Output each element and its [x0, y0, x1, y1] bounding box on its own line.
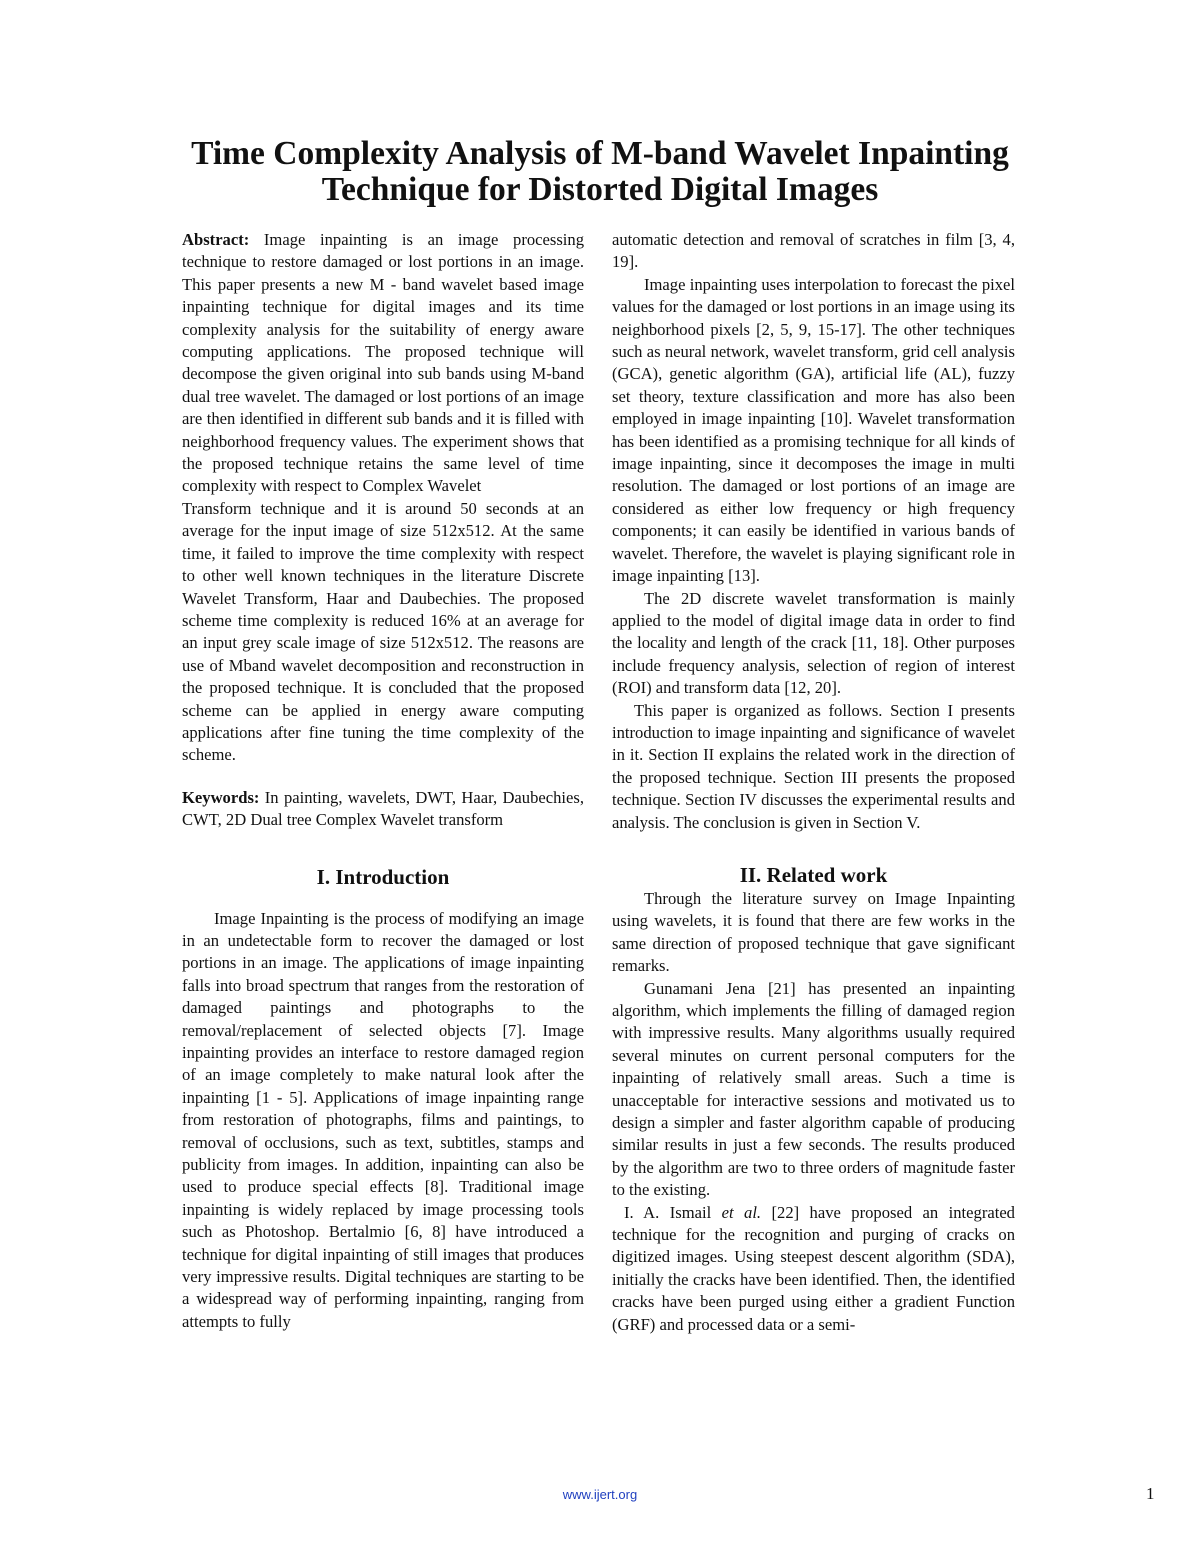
abstract-paragraph	[182, 229, 584, 498]
abstract-label: Abstract:	[182, 230, 250, 249]
paper-title	[100, 136, 1100, 208]
left-column	[182, 229, 584, 1333]
intro-paragraph-1: Image Inpainting is the process of modifying an image in an undetectable form to recover the damaged or lost portions in an image. The applications of image inpainting falls into broad spectrum that ranges from the restoration of damaged paintings and photographs to the removal/replacement of selected objects [7]. Image inpainting provides an interface to restore damaged region of an image completely to make natural look after the inpainting [1 - 5]. Applications of image inpainting range from restoration of photographs, films and paintings, to removal of occlusions, such as text, subtitles, stamps and publicity from images. In addition, inpainting can also be used to produce special effects [8]. Traditional image inpainting is widely replaced by image processing tools such as Photoshop. Bertalmio [6, 8] have introduced a technique for digital inpainting of still images that produces very impressive results. Digital techniques are starting to be a widespread way of performing inpainting, ranging from attempts to fully	[182, 908, 584, 1331]
intro-paragraph-2: Image inpainting uses interpolation to forecast the pixel values for the damaged or lost portions in an image using its neighborhood pixels [2, 5, 9, 15-17]. The other techniques such as neural network, wavelet transform, grid cell analysis (GCA), genetic algorithm (GA), artificial life (AL), fuzzy set theory, texture classification and more has also been employed in image inpainting [10]. Wavelet transformation has been identified as a promising technique for all kinds of image inpainting, since it decomposes the image in multi resolution. The damaged or lost portions of an image are considered as either low frequency or high frequency components; it can easily be identified in various bands of wavelet. Therefore, the wavelet is playing significant role in image inpainting [13].	[612, 274, 1015, 586]
title-line-1: Time Complexity Analysis of M-band Wavelet Inpainting	[191, 135, 1009, 172]
keywords-text: In painting, wavelets, DWT, Haar, Daubechies, CWT, 2D Dual tree Complex Wavelet transform	[182, 787, 584, 830]
intro-paragraph-1-continued: automatic detection and removal of scratches in film [3, 4, 19].	[612, 230, 1015, 272]
intro-paragraph-4: This paper is organized as follows. Section I presents introduction to image inpainting and significance of wavelet in it. Section II explains the related work in the direction of the proposed technique. Section III presents the proposed technique. Section IV discusses the experimental results and analysis. The conclusion is given in Section V.	[612, 700, 1015, 832]
abstract-text-1: Image inpainting is an image processing technique to restore damaged or lost portions in an image. This paper presents a new M - band wavelet based image inpainting technique for digital images and its time complexity analysis for the suitability of energy aware computing applications. The proposed technique will decompose the given original into sub bands using M-band dual tree wavelet. The damaged or lost portions of an image are then identified in different sub bands and it is filled with neighborhood frequency values. The experiment shows that the proposed technique retains the same level of time complexity with respect to Complex Wavelet	[182, 230, 584, 496]
page-number: 1	[1146, 1484, 1155, 1503]
section-heading-introduction: I. Introduction	[316, 864, 450, 889]
related-paragraph-3-start: I. A. Ismail	[624, 1202, 722, 1222]
related-paragraph-1: Through the literature survey on Image Inpainting using wavelets, it is found that there are few works in the same direction of proposed technique that gave significant remarks.	[612, 888, 1015, 976]
et-al-text: et al.	[721, 1202, 762, 1222]
intro-paragraph-3: The 2D discrete wavelet transformation is mainly applied to the model of digital image data in order to find the locality and length of the crack [11, 18]. Other purposes include frequency analysis, selection of region of interest (ROI) and transform data [12, 20].	[612, 588, 1015, 698]
spacer	[182, 767, 584, 787]
abstract-text-2: Transform technique and it is around 50 seconds at an average for the input image of size 512x512. At the same time, it failed to improve the time complexity with respect to other well known techniques in the literature Discrete Wavelet Transform, Haar and Daubechies. The proposed scheme time complexity is reduced 16% at an average for an input grey scale image of size 512x512. The reasons are use of Mband wavelet decomposition and reconstruction in the proposed technique. It is concluded that the proposed scheme can be applied in energy aware computing applications after fine tuning the time complexity of the scheme.	[182, 498, 584, 765]
related-paragraph-3	[612, 1202, 1015, 1336]
related-paragraph-3-end: [22] have proposed an integrated technique for the recognition and purging of cracks on digitized images. Using steepest descent algorithm (SDA), initially the cracks have been identified. Then, the identified cracks have been purged using either a gradient Function (GRF) and processed data or a semi-	[612, 1202, 1015, 1334]
keywords-paragraph	[182, 787, 584, 832]
title-line-2: Technique for Distorted Digital Images	[321, 171, 879, 208]
keywords-label: Keywords:	[182, 787, 260, 807]
section-heading-related-work: II. Related work	[739, 862, 888, 887]
right-column	[612, 229, 1015, 1336]
footer-link[interactable]: www.ijert.org	[562, 1487, 638, 1502]
related-paragraph-2: Gunamani Jena [21] has presented an inpainting algorithm, which implements the filling of damaged region with impressive results. Many algorithms usually required several minutes on current personal computers for the inpainting of relatively small areas. Such a time is unacceptable for interactive sessions and motivated us to design a simpler and faster algorithm capable of producing similar results in just a few seconds. The results produced by the algorithm are two to three orders of magnitude faster to the existing.	[612, 978, 1015, 1200]
